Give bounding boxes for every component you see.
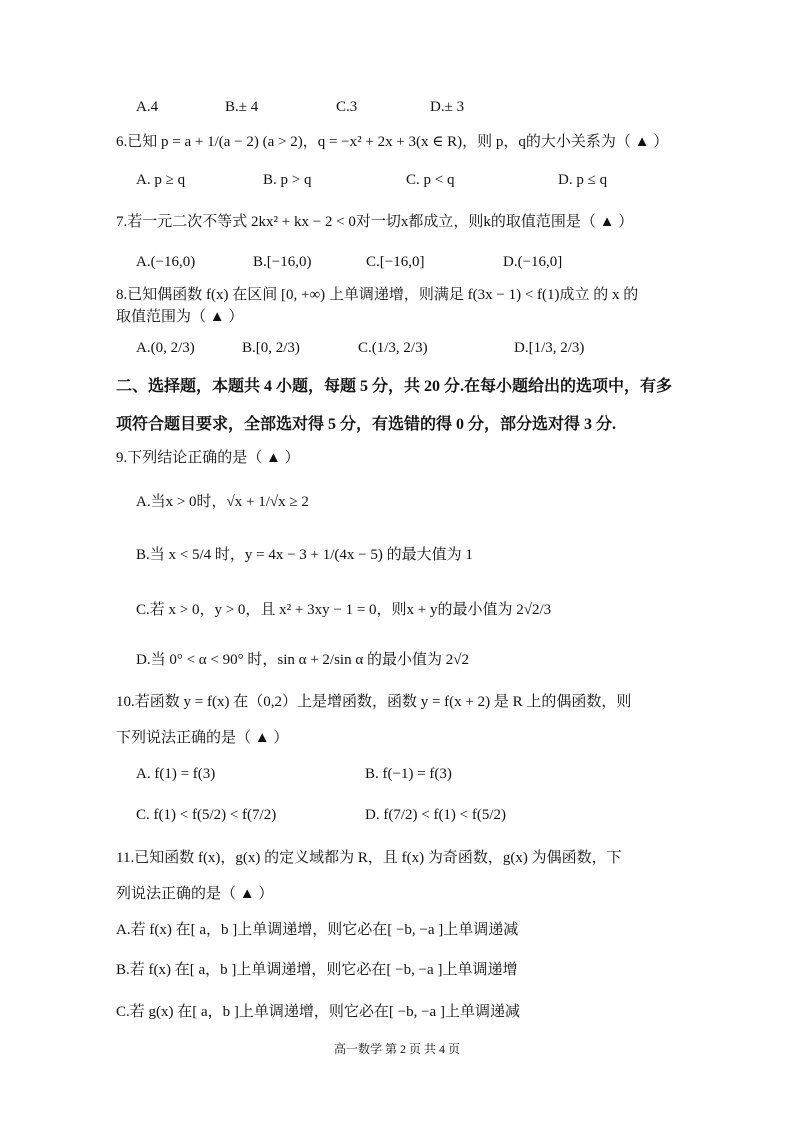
q11-option-b: B.若 f(x) 在[ a，b ]上单调递增，则它必在[ −b, −a ]上单调递增 xyxy=(116,962,518,978)
q8-stem-line2: 取值范围为（ ▲ ） xyxy=(116,309,244,325)
q11-stem-line2: 列说法正确的是（ ▲ ） xyxy=(116,886,274,902)
q7-option-a: A.(−16,0) xyxy=(136,254,196,270)
q8-option-a: A.(0, 2/3) xyxy=(136,340,195,356)
section2-heading-line2: 项符合题目要求，全部选对得 5 分，有选错的得 0 分，部分选对得 3 分. xyxy=(116,416,617,433)
q5-option-b: B.± 4 xyxy=(225,99,259,115)
q10-option-d: D. f(7/2) < f(1) < f(5/2) xyxy=(365,807,507,823)
q6-option-a: A. p ≥ q xyxy=(136,172,186,188)
q8-option-b: B.[0, 2/3) xyxy=(242,340,300,356)
q11-stem-line1: 11.已知函数 f(x)，g(x) 的定义域都为 R，且 f(x) 为奇函数，g(x) 为偶函数，下 xyxy=(116,850,622,866)
page-footer: 高一数学 第 2 页 共 4 页 xyxy=(333,1042,460,1056)
q9-stem: 9.下列结论正确的是（ ▲ ） xyxy=(116,450,300,466)
q5-option-c: C.3 xyxy=(336,99,358,115)
q10-stem-line2: 下列说法正确的是（ ▲ ） xyxy=(116,730,289,746)
q9-option-c: C.若 x > 0，y > 0，且 x² + 3xy − 1 = 0，则x + y的最小值为 2√2/3 xyxy=(136,602,552,618)
q6-stem: 6.已知 p = a + 1/(a − 2) (a > 2)，q = −x² + 2x + 3(x ∈ R)，则 p，q的大小关系为（ ▲ ） xyxy=(116,134,669,150)
q7-stem: 7.若一元二次不等式 2kx² + kx − 2 < 0对一切x都成立，则k的取值范围是（ ▲ ） xyxy=(116,214,634,230)
q11-option-a: A.若 f(x) 在[ a，b ]上单调递增，则它必在[ −b, −a ]上单调递减 xyxy=(116,922,519,938)
q8-stem-line1: 8.已知偶函数 f(x) 在区间 [0, +∞) 上单调递增，则满足 f(3x − 1) < f(1)成立 的 x 的 xyxy=(116,287,639,303)
q7-option-c: C.[−16,0] xyxy=(366,254,425,270)
q10-option-b: B. f(−1) = f(3) xyxy=(365,766,452,782)
q6-option-b: B. p > q xyxy=(263,172,312,188)
q9-option-d: D.当 0° < α < 90° 时，sin α + 2/sin α 的最小值为 2√2 xyxy=(136,652,469,668)
q8-option-d: D.[1/3, 2/3) xyxy=(514,340,585,356)
q9-option-a: A.当x > 0时，√x + 1/√x ≥ 2 xyxy=(136,494,309,510)
q5-option-a: A.4 xyxy=(136,99,159,115)
q10-option-c: C. f(1) < f(5/2) < f(7/2) xyxy=(136,807,277,823)
q10-option-a: A. f(1) = f(3) xyxy=(136,766,216,782)
q7-option-d: D.(−16,0] xyxy=(503,254,563,270)
q10-stem-line1: 10.若函数 y = f(x) 在（0,2）上是增函数，函数 y = f(x + 2) 是 R 上的偶函数，则 xyxy=(116,694,632,710)
q11-option-c: C.若 g(x) 在[ a，b ]上单调递增，则它必在[ −b, −a ]上单调递减 xyxy=(116,1004,520,1020)
q5-option-d: D.± 3 xyxy=(430,99,465,115)
q9-option-b: B.当 x < 5/4 时，y = 4x − 3 + 1/(4x − 5) 的最大值为 1 xyxy=(136,547,473,563)
q6-option-d: D. p ≤ q xyxy=(558,172,608,188)
section2-heading-line1: 二、选择题，本题共 4 小题，每题 5 分，共 20 分.在每小题给出的选项中，有多 xyxy=(116,378,673,395)
q8-option-c: C.(1/3, 2/3) xyxy=(358,340,428,356)
q7-option-b: B.[−16,0) xyxy=(253,254,312,270)
q6-option-c: C. p < q xyxy=(406,172,455,188)
